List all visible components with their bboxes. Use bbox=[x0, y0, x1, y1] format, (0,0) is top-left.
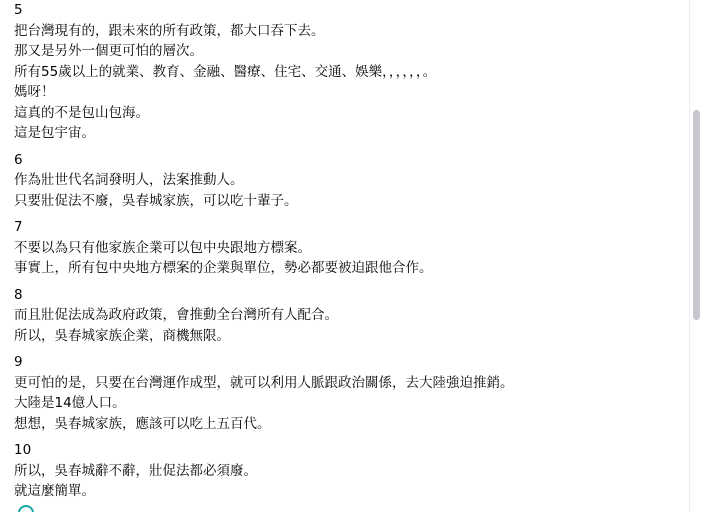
text-line: 作為壯世代名詞發明人，法案推動人。 bbox=[14, 172, 244, 188]
section-number: 8 bbox=[14, 286, 23, 303]
section-9 bbox=[14, 352, 674, 434]
section-number: 10 bbox=[14, 442, 32, 458]
section-number: 7 bbox=[14, 219, 23, 235]
scrollbar-thumb[interactable] bbox=[693, 110, 700, 320]
section-7 bbox=[14, 217, 674, 279]
text-line: 所以，吳春城辭不辭，壯促法都必須廢。 bbox=[14, 462, 257, 479]
scrollbar-track[interactable] bbox=[689, 0, 704, 512]
text-line: 所以，吳春城家族企業，商機無限。 bbox=[14, 327, 230, 344]
text-line: 而且壯促法成為政府政策，會推動全台灣所有人配合。 bbox=[14, 307, 338, 323]
text-line: 把台灣現有的，跟未來的所有政策，都大口吞下去。 bbox=[14, 22, 325, 39]
text-line: 這是包宇宙。 bbox=[14, 125, 95, 141]
text-line: 事實上，所有包中央地方標案的企業與單位，勢必都要被迫跟他合作。 bbox=[14, 260, 433, 276]
section-number: 5 bbox=[14, 2, 23, 18]
text-line: 所有55歲以上的就業、教育、金融、醫療、住宅、交通、娛樂，，，，，，。 bbox=[14, 63, 437, 80]
text-line: 就這麼簡單。 bbox=[14, 483, 95, 499]
text-line: 想想，吳春城家族，應該可以吃上五百代。 bbox=[14, 415, 271, 432]
text-line: 只要壯促法不廢，吳春城家族，可以吃十輩子。 bbox=[14, 192, 298, 209]
post-body bbox=[14, 0, 674, 508]
section-5 bbox=[14, 0, 674, 144]
section-number: 6 bbox=[14, 151, 23, 168]
section-number: 9 bbox=[14, 354, 23, 370]
section-8 bbox=[14, 285, 674, 347]
section-6 bbox=[14, 150, 674, 212]
text-line: 大陸是14億人口。 bbox=[14, 395, 126, 411]
text-line: 那又是另外一個更可怕的層次。 bbox=[14, 43, 203, 59]
text-line: 更可怕的是，只要在台灣運作成型，就可以利用人脈跟政治關係，去大陸強迫推銷。 bbox=[14, 374, 514, 391]
text-line: 媽呀！ bbox=[14, 84, 55, 100]
text-line: 這真的不是包山包海。 bbox=[14, 104, 149, 121]
section-10 bbox=[14, 440, 674, 502]
text-line: 不要以為只有他家族企業可以包中央跟地方標案。 bbox=[14, 239, 311, 256]
